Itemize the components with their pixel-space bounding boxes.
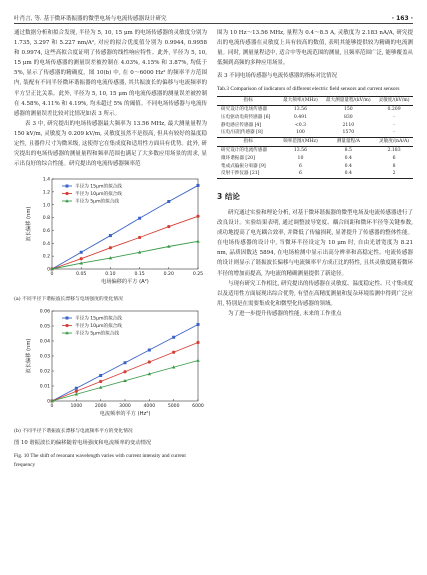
- data-point: [172, 336, 175, 339]
- table-cell: 6: [298, 163, 302, 169]
- x-axis-label: 电流频率的平方 (Hz²): [99, 411, 151, 418]
- table-header-cell: 指标: [217, 97, 279, 106]
- table-cell: 0.209: [387, 107, 401, 113]
- x-tick-label: 0.05: [76, 272, 87, 278]
- data-point: [196, 341, 199, 344]
- table-cell: 1570: [342, 130, 355, 136]
- y-tick-label: 0: [47, 399, 50, 405]
- legend-label: 半径为 10μm的拟合线: [75, 192, 122, 198]
- y-tick-label: 0.06: [39, 309, 50, 315]
- header-rule: [14, 23, 413, 24]
- data-point: [148, 361, 151, 364]
- data-point: [197, 323, 200, 326]
- figure-caption-cn: 图 10 谐振波长的偏移随着电场强度和电流频率的变动情况: [14, 440, 152, 447]
- x-tick-label: 3000: [119, 404, 131, 410]
- legend-marker: [66, 317, 69, 320]
- table-cell: 0.4: [322, 170, 376, 178]
- data-point: [196, 359, 200, 362]
- running-header: [14, 8, 413, 22]
- x-tick-label: 0.25: [192, 272, 204, 278]
- right-paragraph-3: 与现有研究工作相比, 研究提出的传感器在灵敏度、温度稳定性、尺寸集成度以及适用性方面展现出综合优势, 有望在高精度测量和复杂环境监测中得到广泛应用, 特别是在需要集成化和微型化传感器的领域。: [217, 280, 413, 307]
- table-cell: 8.5: [344, 147, 352, 153]
- x-tick-label: 0: [50, 272, 54, 278]
- table-row: [217, 105, 413, 113]
- table-cell: 静电感应传感器 [4]: [221, 122, 262, 128]
- table-cell: 2: [375, 170, 413, 178]
- plot-frame: [52, 311, 198, 401]
- table-cell: 13.56: [293, 107, 308, 113]
- table-3-title-en: Tab.3 Comparison of indicators of different electric field sensors and current sensors: [217, 85, 400, 92]
- y-tick-label: 0.02: [39, 369, 50, 375]
- table-cell: -: [393, 114, 395, 120]
- data-point: [196, 240, 200, 243]
- figure-10: [14, 173, 207, 469]
- y-tick-label: 0.05: [39, 324, 50, 330]
- table-row: [217, 122, 413, 130]
- table-row: [217, 129, 413, 137]
- data-point: [109, 234, 112, 237]
- data-point: [75, 387, 78, 390]
- table-3-title-cn: 表 3 不同电场传感器与电流传感器的指标对比情况: [217, 73, 338, 80]
- data-point: [124, 362, 127, 365]
- figure-caption-en: Fig. 10 The shift of resonant wavelength varies with current intensity and current frequency: [14, 452, 186, 468]
- table-cell: 150: [343, 107, 353, 113]
- table-cell: 13.56: [293, 147, 308, 153]
- right-paragraph-1: 围为 10 Hz～13.56 MHz, 量程为 0.4～8.5 A, 灵敏度为 2.183 nA/A, 研究提出的电流传感器在灵敏度上具有较高的数值, 表明其能够提供较为精确的电流测量。同时, 测量量程适中, 适合中等电流范围的测量, 且频率范围广泛, 能够覆盖从低频到高频的多种应用场景。: [217, 30, 413, 67]
- y-tick-label: 0.8: [42, 216, 50, 222]
- y-tick-label: 0.01: [39, 384, 50, 390]
- caption-b: (b) 不同半径下谐振波长漂移与电流频率平方的变化情况: [14, 429, 133, 435]
- x-tick-label: 2000: [94, 404, 107, 410]
- table-header-cell: 灵敏度/(kV/m): [375, 97, 413, 106]
- table-cell: 6: [392, 155, 396, 161]
- legend-label: 半径为 5μm的拟合线: [75, 199, 119, 205]
- table-row: [217, 155, 413, 163]
- table-cell: 100: [296, 130, 305, 136]
- table-header-cell: 最大测量量程/(kV/m): [322, 97, 376, 106]
- table-cell: 0.4: [344, 163, 352, 169]
- left-paragraph-1: 通过数据分析和拟合发现, 半径为 5, 10, 15 μm 的电场传感器的灵敏度分别为 1.735, 3.297 和 5.227 nm/A², 对应的拟合优度值分别为 0.9944, 0.9958 和 0.9974, 这些高拟合度证明了传感器的线性响应特性。此外, 半径为 5, 10, 15 μm 的电场传感器的测量误差被控制在 4.03%, 4.15% 和 3.87%, 均低于 5%, 显示了传感器的精确度。图 10(b) 中, 在 0～6000 Hz² 的频率平方范围内, 装配有不同半径微环谐振器的电流传感器, 其共振波长的偏移与电流频率的平方呈正比关系。此外, 半径为 5, 10, 15 μm 的电流传感器的测量误差被控制在 4.58%, 4.11% 和 4.19%, 均未超过 5% 的阈值。不同电场传感器与电流传感器的测量误差比较对比情况如表 3 所示。: [14, 30, 207, 117]
- table-cell: -: [393, 130, 395, 136]
- table-header-cell: 指标: [217, 138, 279, 147]
- table-cell: 研究设计的电流传感器: [221, 147, 267, 153]
- x-tick-label: 6000: [192, 404, 204, 410]
- data-point: [167, 225, 170, 228]
- data-point: [99, 380, 102, 383]
- table-cell: 研究设计的电场传感器: [221, 107, 267, 113]
- series-line: [52, 217, 198, 270]
- page-number: · 163 ·: [391, 15, 413, 22]
- y-axis-label: 波长偏移 (nm): [26, 206, 32, 242]
- legend-label: 半径为 10μm的拟合线: [75, 324, 122, 330]
- data-point: [172, 351, 175, 354]
- data-point: [138, 217, 141, 220]
- table-header-cell: 测量量程/A: [322, 138, 376, 147]
- data-point: [148, 349, 151, 352]
- x-tick-label: 0: [50, 404, 54, 410]
- table-cell: 830: [343, 114, 353, 120]
- right-paragraph-4: 为了进一步提升传感器的性能, 未来的工作重点: [228, 310, 342, 317]
- table-header-row: [217, 138, 413, 147]
- data-point: [167, 200, 170, 203]
- legend-marker: [66, 185, 69, 188]
- table-cell: 集成式偏振分束器 [9]: [221, 163, 266, 169]
- table-header-cell: 灵敏度/(nA/A): [375, 138, 413, 147]
- y-tick-label: 0.04: [39, 339, 50, 345]
- table-cell: 压电驱动电荷传感器 [6]: [221, 114, 271, 120]
- x-tick-label: 5000: [167, 404, 180, 410]
- data-point: [109, 246, 112, 249]
- table-cell: 0.491: [293, 114, 308, 120]
- table-row: [217, 162, 413, 170]
- caption-a: (a) 不同半径下谐振波长漂移与电场强度的变化情况: [14, 297, 123, 303]
- y-tick-label: 0.6: [42, 229, 50, 235]
- table-cell: 2.183: [387, 147, 401, 153]
- table-header-row: [217, 97, 413, 106]
- table-row: [217, 146, 413, 154]
- section-heading-conclusion: 3 结论: [217, 192, 240, 201]
- table-row: [217, 114, 413, 122]
- y-axis-label: 波长偏移 (nm): [26, 338, 32, 374]
- table-3: [217, 96, 413, 179]
- table-cell: 反射干涉仪器 [21]: [217, 170, 279, 178]
- table-cell: 8: [392, 163, 396, 169]
- right-column: [217, 28, 413, 319]
- x-axis-label: 电场偏移的平方 (A²): [101, 279, 149, 286]
- series-line: [52, 242, 198, 270]
- data-point: [99, 374, 102, 377]
- table-header-cell: 频率范围/(MHz): [279, 138, 321, 147]
- y-tick-label: 1.0: [42, 203, 50, 209]
- table-cell: -: [393, 122, 395, 128]
- table-cell: <0.3: [294, 122, 307, 128]
- table-cell: 10: [297, 155, 304, 161]
- table-cell: 微环谐振器 [20]: [221, 155, 255, 161]
- data-point: [197, 184, 200, 187]
- x-tick-label: 0.10: [105, 272, 116, 278]
- table-cell: 2110: [342, 122, 355, 128]
- left-paragraph-2: 表 3 中, 研究提出的电场传感器最大频率为 13.56 MHz, 最大测量量程为 150 kV/m, 灵敏度为 0.209 kV/m, 灵敏度虽然不是很高, 但具有较好的温度稳定性, 且器件尺寸为微米级, 这使得它在集成度和适用性方面具有优势。此外, 研究提出的电场传感器的测量量程和频率范围也满足了大多数应用场景的需求, 显示出良好的综合性能。研究提出的电流传感器频率范: [14, 120, 207, 168]
- x-tick-label: 1000: [70, 404, 83, 410]
- data-point: [123, 370, 126, 373]
- chart-a-electric-field: [14, 173, 207, 291]
- x-tick-label: 0.15: [134, 272, 145, 278]
- y-tick-label: 0.2: [42, 255, 50, 261]
- legend-label: 半径为 15μm的拟合线: [75, 184, 122, 190]
- table-cell: 压电/压阻传感器 [8]: [221, 130, 263, 136]
- table-row: [217, 170, 413, 178]
- y-tick-label: 1.2: [42, 190, 50, 196]
- data-point: [80, 251, 83, 254]
- legend-label: 半径为 5μm的拟合线: [75, 331, 119, 337]
- y-tick-label: 0.4: [42, 242, 50, 248]
- x-tick-label: 4000: [143, 404, 156, 410]
- legend-marker: [65, 324, 68, 327]
- y-tick-label: 0: [47, 267, 50, 273]
- left-column: [14, 28, 207, 469]
- data-point: [80, 257, 83, 260]
- legend-label: 半径为 15μm的拟合线: [75, 316, 122, 322]
- series-line: [52, 186, 198, 270]
- right-paragraph-2: 研究通过实验和理论分析, 对基于微环谐振器的微型电场及电流传感器进行了改良设计。实验结果表明, 通过调整波导宽度、耦合间距和微环半径等关键参数, 成功地提高了电光耦合效率, 并降低了传输损耗, 显著提升了传感器的整体性能。在电场传感器的设计中, 当微环半径设定为 10 μm 时, 自由光谱宽度为 8.21 nm, 品质因数达 5894, 在电场检测中显示出高分辨率和高稳定性。电流传感器的设计则显示了谐振波长偏移与电流频率平方成正比的特性, 且其灵敏度随着微环半径的增加而提高, 为电流的精确测量提供了新途径。: [217, 210, 413, 277]
- table-header-cell: 最大频率/(MHz): [279, 97, 321, 106]
- y-tick-label: 0.03: [39, 354, 50, 360]
- table-cell: 0.4: [344, 155, 352, 161]
- data-point: [196, 215, 199, 218]
- x-tick-label: 0.20: [163, 272, 174, 278]
- legend-marker: [65, 192, 68, 195]
- chart-b-current-frequency: [14, 305, 207, 423]
- y-tick-label: 1.4: [42, 177, 50, 183]
- running-title: 叶肖言, 等. 基于微环谐振器的微型电场与电流传感器设计研究: [14, 16, 167, 22]
- data-point: [138, 236, 141, 239]
- table-cell: 6: [279, 170, 321, 178]
